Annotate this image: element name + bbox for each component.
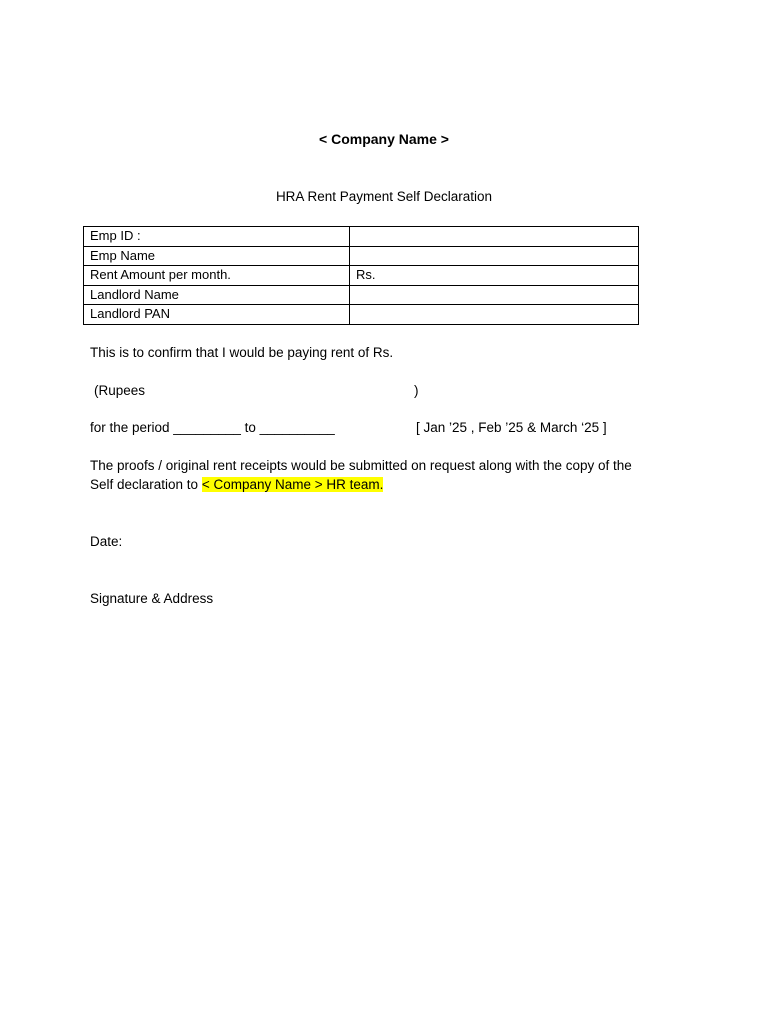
highlighted-hr-team: < Company Name > HR team. (201, 477, 384, 492)
signature-label: Signature & Address (90, 591, 214, 606)
date-label: Date: (90, 534, 123, 549)
proofs-line-2 (90, 477, 383, 492)
table-row (84, 266, 639, 286)
row-value (350, 305, 639, 325)
table-row (84, 285, 639, 305)
rupees-open: (Rupees (94, 383, 146, 398)
row-label: Emp Name (84, 246, 350, 266)
row-value: Rs. (350, 266, 639, 286)
months-list: [ Jan ’25 , Feb ’25 & March ‘25 ] (416, 420, 607, 435)
row-label: Emp ID : (84, 227, 350, 247)
proofs-line-1: The proofs / original rent receipts would be submitted on request along with the copy of the (90, 458, 632, 473)
row-label: Rent Amount per month. (84, 266, 350, 286)
document-title: HRA Rent Payment Self Declaration (275, 189, 493, 204)
row-value (350, 246, 639, 266)
row-label: Landlord Name (84, 285, 350, 305)
table-row (84, 246, 639, 266)
table-row (84, 227, 639, 247)
confirm-statement: This is to confirm that I would be paying rent of Rs. (90, 345, 394, 360)
employee-info-table (83, 226, 639, 325)
proofs-line-2-prefix: Self declaration to (90, 477, 202, 492)
row-value (350, 285, 639, 305)
table-row (84, 305, 639, 325)
row-value (350, 227, 639, 247)
row-label: Landlord PAN (84, 305, 350, 325)
period-line: for the period _________ to __________ (90, 420, 335, 435)
company-name-heading: < Company Name > (319, 131, 449, 147)
rupees-close: ) (414, 383, 419, 398)
